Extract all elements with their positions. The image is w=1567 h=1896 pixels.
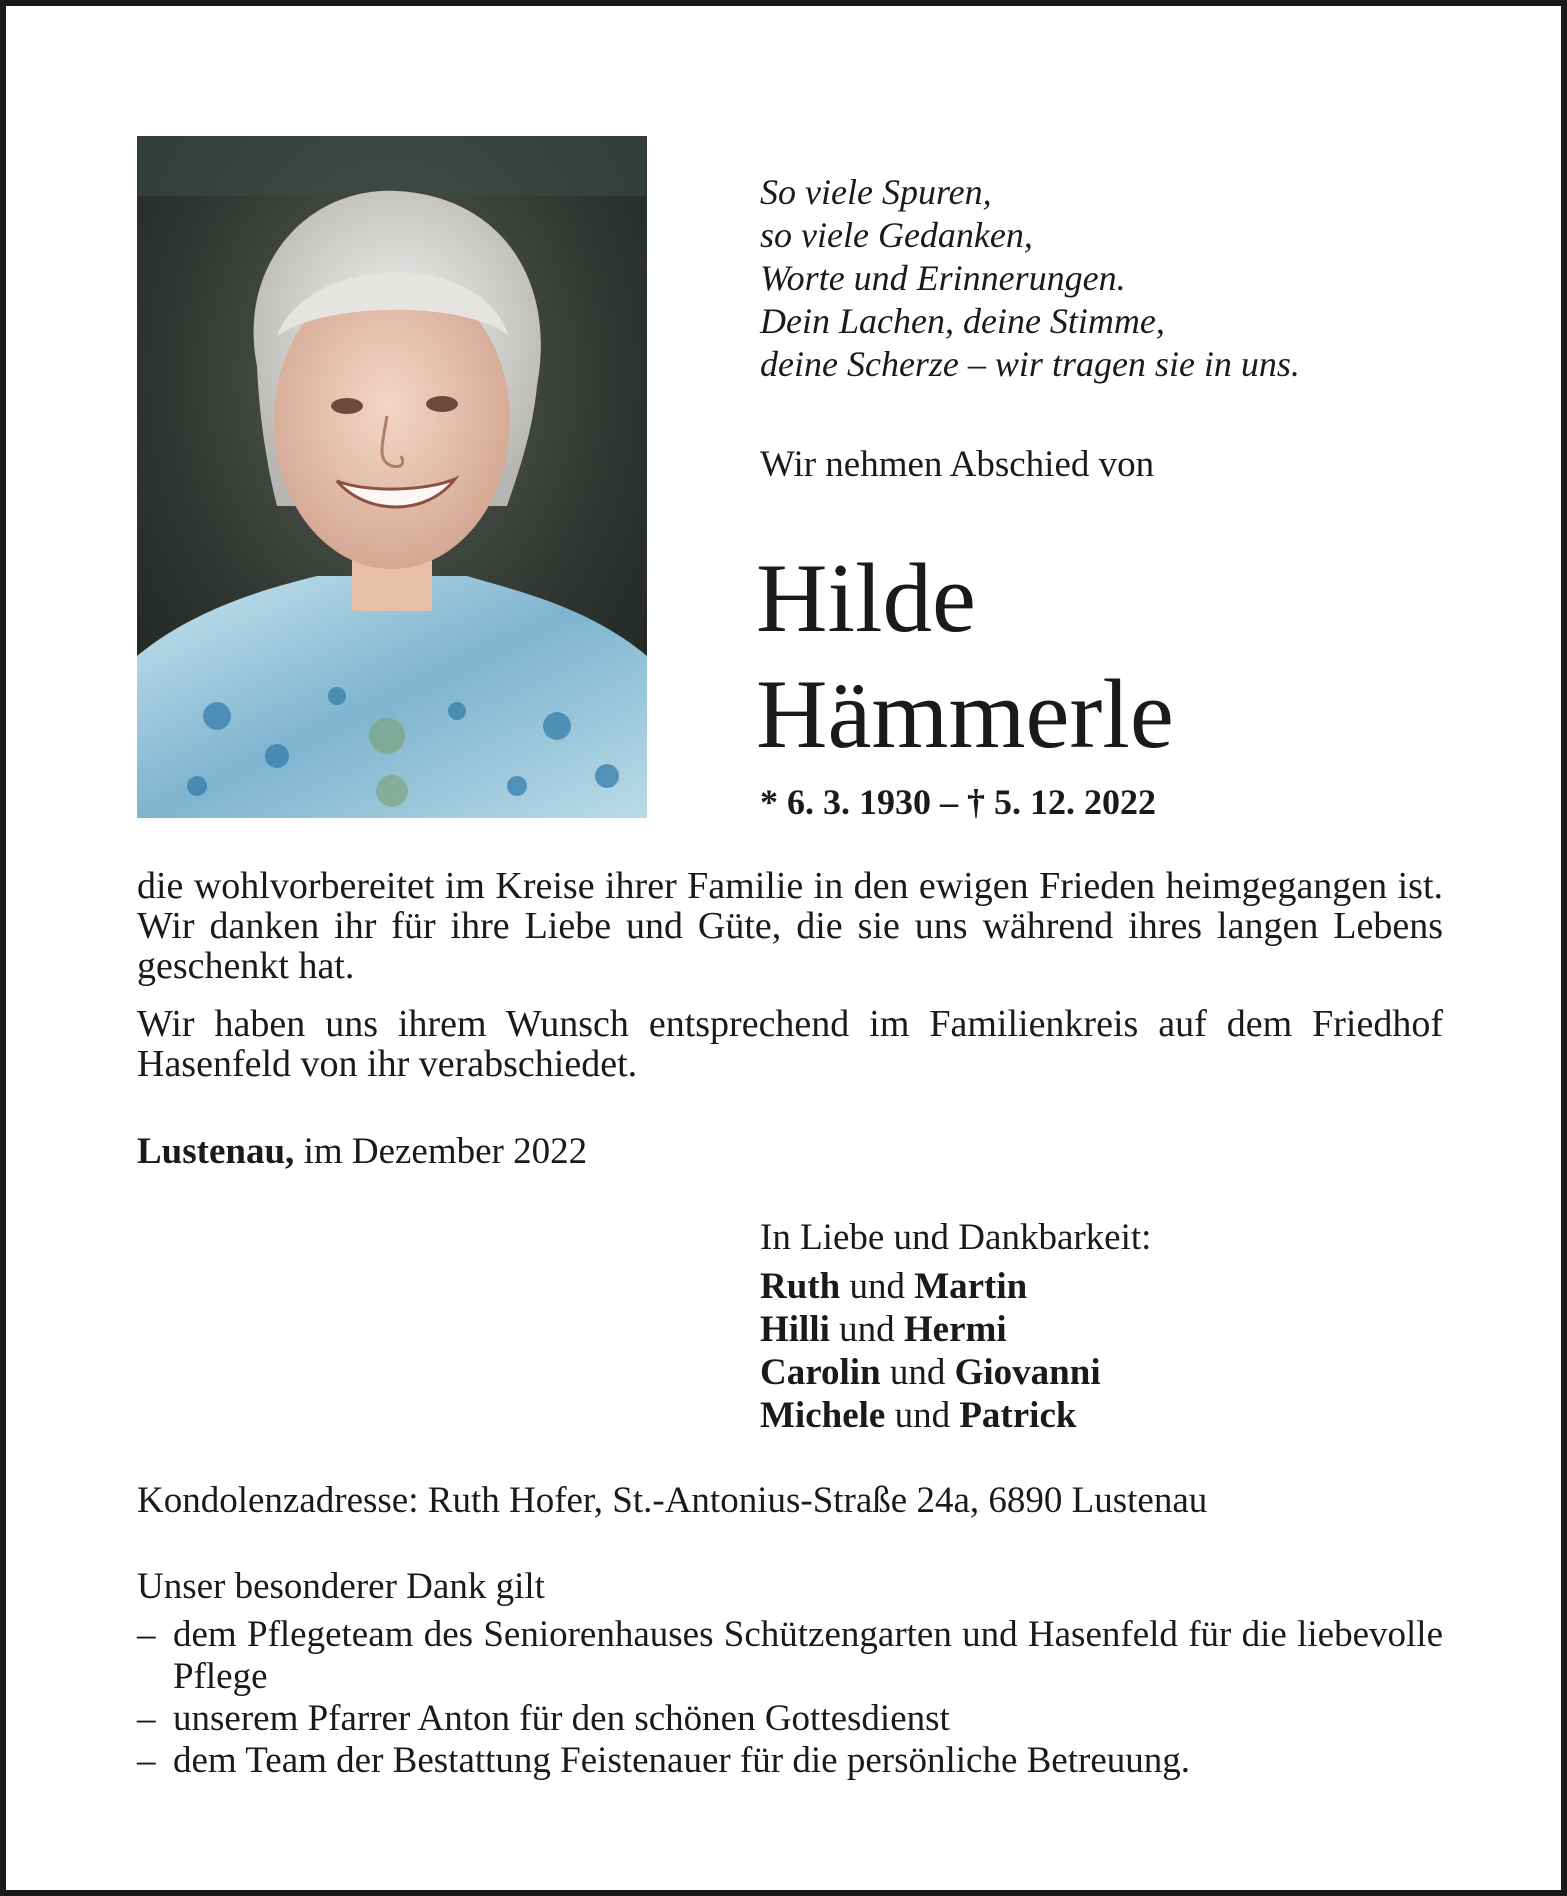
conjunction: und bbox=[839, 1309, 895, 1350]
conjunction: und bbox=[889, 1352, 946, 1393]
memorial-poem bbox=[760, 171, 1440, 386]
poem-line: So viele Spuren, bbox=[760, 172, 992, 212]
poem-line: deine Scherze – wir tragen sie in uns. bbox=[760, 344, 1300, 384]
signature-intro: In Liebe und Dankbarkeit: bbox=[760, 1217, 1152, 1258]
family-member: Carolin bbox=[760, 1352, 881, 1393]
dash-bullet: – bbox=[137, 1698, 156, 1739]
portrait-image bbox=[137, 136, 647, 818]
place-city: Lustenau, bbox=[137, 1131, 295, 1172]
poem-line: Dein Lachen, deine Stimme, bbox=[760, 301, 1165, 341]
place-date-line bbox=[137, 1130, 587, 1173]
family-member: Michele bbox=[760, 1395, 886, 1436]
list-item bbox=[137, 1698, 1443, 1740]
list-item bbox=[137, 1740, 1443, 1782]
family-member: Patrick bbox=[959, 1395, 1077, 1436]
family-member: Giovanni bbox=[954, 1352, 1101, 1393]
conjunction: und bbox=[849, 1266, 905, 1307]
family-couple bbox=[760, 1394, 1101, 1437]
thanks-item-text: unserem Pfarrer Anton für den schönen Gottesdienst bbox=[173, 1698, 950, 1739]
conjunction: und bbox=[894, 1395, 951, 1436]
family-couple bbox=[760, 1308, 1101, 1351]
thanks-list bbox=[137, 1614, 1443, 1782]
last-name: Hämmerle bbox=[756, 660, 1174, 769]
poem-line: so viele Gedanken, bbox=[760, 215, 1033, 255]
dash-bullet: – bbox=[137, 1740, 156, 1781]
thanks-item-text: dem Pflegeteam des Seniorenhauses Schützengarten und Hasenfeld für die liebevolle Pflege bbox=[173, 1614, 1443, 1697]
dash-bullet: – bbox=[137, 1614, 156, 1655]
family-member: Martin bbox=[914, 1266, 1028, 1307]
life-dates: * 6. 3. 1930 – † 5. 12. 2022 bbox=[760, 782, 1156, 822]
family-member: Hilli bbox=[760, 1309, 830, 1350]
deceased-name bbox=[756, 541, 1174, 773]
poem-line: Worte und Erinnerungen. bbox=[760, 258, 1126, 298]
family-signatures bbox=[760, 1265, 1101, 1437]
condolence-address: Kondolenzadresse: Ruth Hofer, St.-Antonius-Straße 24a, 6890 Lustenau bbox=[137, 1480, 1208, 1521]
family-member: Ruth bbox=[760, 1266, 841, 1307]
first-name: Hilde bbox=[756, 544, 976, 653]
family-couple bbox=[760, 1265, 1101, 1308]
body-paragraph-1: die wohlvorbereitet im Kreise ihrer Familie in den ewigen Frieden heimgegangen ist. Wir danken ihr für ihre Liebe und Güte, die sie uns während ihres langen Lebens geschenkt hat. bbox=[137, 865, 1443, 987]
thanks-intro: Unser besonderer Dank gilt bbox=[137, 1566, 545, 1607]
family-couple bbox=[760, 1351, 1101, 1394]
list-item bbox=[137, 1614, 1443, 1698]
thanks-item-text: dem Team der Bestattung Feistenauer für die persönliche Betreuung. bbox=[173, 1740, 1190, 1781]
place-date: im Dezember 2022 bbox=[303, 1131, 588, 1172]
body-paragraph-2: Wir haben uns ihrem Wunsch entsprechend im Familienkreis auf dem Friedhof Hasenfeld von ihr verabschiedet. bbox=[137, 1003, 1443, 1085]
portrait-photo bbox=[137, 136, 647, 818]
family-member: Hermi bbox=[903, 1309, 1007, 1350]
farewell-intro: Wir nehmen Abschied von bbox=[760, 444, 1155, 485]
